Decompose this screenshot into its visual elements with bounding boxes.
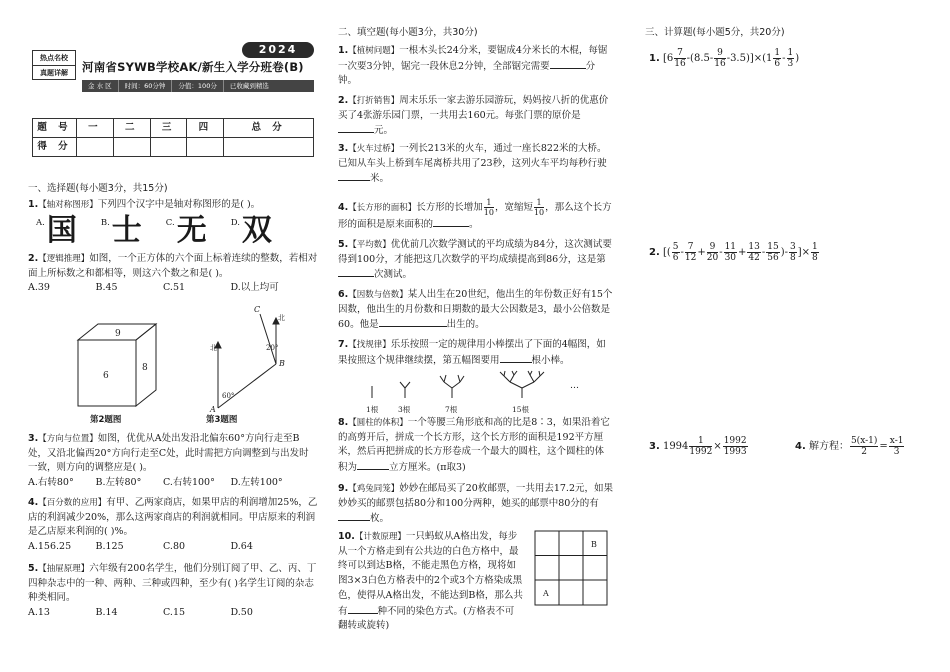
fraction-denominator: 30 [724, 253, 737, 263]
score-col-4: 四 [187, 119, 224, 138]
angle-b-label: 20° [266, 344, 279, 352]
fraction [534, 198, 544, 217]
north-label-b: 北 [278, 314, 285, 322]
answer-blank[interactable] [550, 59, 586, 69]
question-tail: 种不同的染色方式。(方格表不可翻转或旋转) [338, 605, 515, 632]
q4-options [28, 540, 318, 555]
question-number: 6. [338, 289, 349, 300]
fraction-numerator: 7 [685, 242, 696, 253]
question-tag: 【植树问题】 [348, 46, 400, 56]
question-text: 妙妙在邮局买了20枚邮票，一共用去17.2元，如果妙妙买的邮票包括80分和100分两种，她买的邮票中80分的有 [338, 483, 613, 509]
fraction-numerator: 11 [724, 242, 737, 252]
fraction-denominator: 8 [790, 253, 796, 263]
q5-options [28, 606, 318, 621]
expr-part: ) [795, 53, 800, 64]
question-tag: 【轴对称图形】 [38, 200, 98, 210]
question-tag: 【百分数的应用】 [38, 498, 107, 508]
question-tag: 【平均数】 [348, 240, 391, 250]
q1-options [28, 212, 318, 248]
operator: + [738, 247, 747, 258]
fraction-denominator: 42 [748, 253, 760, 263]
expr-part: - [782, 53, 786, 64]
fraction-numerator: 9 [714, 48, 725, 59]
score-col-3: 三 [150, 119, 187, 138]
fraction [773, 48, 781, 69]
fraction-numerator: 7 [674, 48, 685, 59]
question-text: 一列长213米的火车，通过一座长822米的大桥。已知从车头上桥到车尾离桥共用了23秒，这列火车平均每秒行驶 [338, 143, 607, 169]
info-time: 时间：60分钟 [119, 80, 173, 92]
s2-question-2 [338, 94, 613, 139]
option-c[interactable]: C.15 [163, 607, 186, 619]
question-number: 4. [338, 202, 349, 213]
path-b-to-c [260, 314, 279, 364]
question-text: 如图，优优从A处出发沿北偏东60°方向行走至B处，又沿北偏西20°方向行走至C处，此时需把方向调整到与出发时一致，则方向的调整应是( )。 [28, 433, 309, 474]
question-number: 3. [338, 143, 349, 154]
badge-bottom-text: 真题详解 [40, 69, 68, 77]
question-number: 8. [338, 417, 349, 428]
option-c[interactable]: C.80 [163, 541, 186, 553]
calc-problem-2 [649, 242, 820, 263]
fraction [850, 436, 878, 457]
cube-side-number: 8 [142, 363, 148, 373]
question-number: 4. [795, 441, 806, 452]
s2-question-7 [338, 338, 613, 368]
question-tail: 立方厘米。(π取3) [389, 462, 466, 474]
option-a[interactable]: A.39 [28, 282, 50, 294]
question-tag: 【鸡兔同笼】 [348, 484, 400, 494]
fraction-numerator: 3 [790, 242, 796, 252]
expr-part: [6 [662, 53, 674, 64]
option-d[interactable]: D.以上均可 [230, 282, 279, 294]
question-tag: 【火车过桥】 [348, 144, 400, 154]
fraction-denominator: 16 [714, 59, 726, 69]
figure3-caption: 第3题图 [206, 415, 238, 425]
north-label-a: 北 [210, 344, 217, 352]
question-text: 有甲、乙两家商店，如果甲店的利润增加25%，乙店的利润减少20%，那么这两家商店的利润就相同。甲店原来的利润是乙店原来利润的( )%。 [28, 497, 318, 538]
column-left [28, 0, 318, 672]
cube-figure [78, 324, 156, 406]
path-a-to-b [218, 364, 276, 408]
answer-blank[interactable] [338, 267, 374, 277]
question-text: 某人出生在20世纪，他出生的年份数正好有15个因数，他出生的月份数和日期数的最大公因数是3，最小公倍数是60。他是 [338, 289, 613, 331]
question-tail: 次测试。 [374, 269, 413, 281]
question-tag: 【长方形的面积】 [348, 203, 417, 213]
option-d[interactable]: D.左转100° [230, 477, 283, 489]
question-number: 2. [338, 95, 349, 106]
pattern4 [500, 371, 544, 398]
question-number: 9. [338, 483, 349, 494]
option-d[interactable]: D.64 [230, 541, 253, 553]
question-tag: 【方向与位置】 [38, 434, 98, 444]
score-cell[interactable] [77, 138, 114, 157]
option-label: C. [165, 217, 175, 228]
question-tag: 【逻辑推理】 [38, 254, 90, 264]
expr-part: -(8.5- [686, 53, 714, 64]
badge-top-text: 热点名校 [33, 51, 75, 66]
question-text: ，宽缩短 [494, 202, 533, 213]
fraction-denominator: 8 [812, 253, 818, 263]
score-table-header-label: 题 号 [33, 119, 77, 138]
question-tag: 【圆柱的体积】 [348, 418, 408, 428]
score-table [32, 118, 314, 157]
option-a[interactable]: A.右转80° [28, 477, 74, 489]
column-middle [338, 0, 613, 672]
fraction [889, 436, 905, 457]
fraction-numerator: 1 [812, 242, 818, 252]
question-tag: 【找规律】 [348, 340, 391, 350]
question-number: 4. [28, 497, 39, 508]
s2-question-6 [338, 288, 613, 333]
fraction [707, 242, 718, 263]
fraction [689, 436, 712, 457]
info-score: 分值：100分 [172, 80, 223, 92]
question-text: 一只蚂蚁从A格出发，每步从一个方格走到有公共边的白色方格中，最终可以到达B格，不能走黑色方格，现将如图3×3白色方格表中的2个或3个方格染成黑色，使得从A格出发，不能达到B格，那么共有 [338, 531, 523, 617]
option-char: 双 [241, 212, 272, 248]
question-tag: 【打折销售】 [348, 96, 400, 106]
fraction [714, 48, 725, 69]
option-char: 国 [46, 212, 77, 248]
question-text: 下列四个汉字中是轴对称图形的是( )。 [97, 199, 261, 210]
fraction-denominator: 2 [861, 447, 868, 457]
point-b-label: B [279, 359, 285, 368]
score-col-2: 二 [113, 119, 150, 138]
fraction-denominator: 10 [533, 208, 545, 217]
fraction [723, 436, 748, 457]
fraction-denominator: 1992 [689, 447, 713, 457]
s2-question-4 [338, 198, 613, 233]
grid-cell-b-label: B [591, 540, 597, 549]
answer-blank[interactable] [348, 604, 378, 614]
question-tail: 出生的。 [446, 319, 485, 331]
fraction-denominator: 16 [674, 59, 686, 69]
question-tag: 【因数与倍数】 [348, 290, 408, 300]
pattern2-label: 3根 [398, 405, 411, 414]
section2-title: 二、填空题(每小题3分，共30分) [338, 27, 478, 38]
fraction-numerator: 9 [707, 242, 718, 253]
calc-problem-4 [795, 436, 905, 457]
pattern3 [440, 375, 464, 398]
point-a-label: A [210, 405, 216, 414]
fraction-numerator: 1 [534, 198, 544, 208]
expr-part: -3.5)]×(1 [726, 53, 773, 64]
expr-part: ]× [797, 247, 811, 258]
fraction-numerator: 1 [689, 436, 712, 447]
option-b[interactable] [100, 212, 142, 248]
option-c[interactable]: C.右转100° [163, 477, 215, 489]
question-tag: 【计数原理】 [354, 532, 406, 542]
s1-question-1 [28, 198, 318, 247]
option-char: 士 [111, 212, 142, 248]
question-text: ，那么这个长方形的面积是原来面积的 [338, 202, 612, 230]
operator: - [761, 247, 766, 258]
year-badge: 2024 [242, 42, 314, 58]
s2-question-10 [338, 530, 523, 634]
hot-school-badge [32, 50, 76, 80]
expr-part: [( [662, 247, 671, 258]
question-text: 一根木头长24分米，要锯成4分米长的木棍，每锯一次要3分钟，锯完一段休息2分钟，全部锯完需要 [338, 45, 608, 72]
s2-question-3 [338, 142, 613, 187]
calc-problem-1 [649, 48, 799, 69]
operator: - [719, 247, 723, 258]
question-tail: 根小棒。 [531, 354, 570, 366]
question-number: 2. [28, 253, 39, 264]
score-cell[interactable] [150, 138, 187, 157]
question-number: 7. [338, 339, 349, 350]
grid-cell-a-label: A [543, 589, 549, 598]
answer-blank[interactable] [500, 353, 532, 363]
fraction [787, 48, 795, 69]
fraction-denominator: 20 [706, 253, 719, 263]
fraction-numerator: 15 [767, 242, 779, 252]
option-b[interactable]: B.45 [95, 282, 118, 294]
fraction [766, 242, 779, 263]
question-text: 如图，一个正方体的六个面上标着连续的整数，若相对面上所标数之和都相等，则这六个数之和是( )。 [28, 253, 318, 279]
option-char: 无 [176, 212, 207, 248]
fraction-numerator: x-1 [889, 436, 904, 446]
score-col-total: 总 分 [224, 119, 314, 138]
question-tail: 分钟。 [338, 60, 596, 87]
question-number: 3. [649, 441, 660, 452]
s2-question-5 [338, 238, 613, 283]
expr-part: )- [780, 247, 788, 258]
option-d[interactable] [230, 212, 272, 248]
option-a[interactable]: A.13 [28, 607, 50, 619]
fraction-numerator: 1 [787, 48, 794, 58]
score-col-1: 一 [77, 119, 114, 138]
option-a[interactable]: A.156.25 [28, 541, 72, 553]
fraction-numerator: 1 [484, 198, 494, 208]
s2-question-8 [338, 416, 613, 476]
fraction-numerator: 13 [748, 242, 760, 252]
question-tail: 。 [469, 219, 479, 230]
question-text: 优优前几次数学测试的平均成绩为84分，这次测试要得到100分，才能把这几次数学的平均成绩提高到86分，这是第 [338, 239, 612, 265]
expr-part: 解方程： [808, 441, 849, 452]
cube-top-number: 9 [115, 329, 121, 339]
pattern1-label: 1根 [366, 405, 379, 414]
answer-blank[interactable] [433, 217, 469, 227]
fraction-numerator: 5(x-1) [850, 436, 878, 446]
option-c[interactable]: C.51 [163, 282, 186, 294]
option-d[interactable]: D.50 [230, 607, 253, 619]
s1-question-5 [28, 562, 318, 621]
fraction [685, 242, 696, 263]
question-number: 10. [338, 531, 355, 542]
answer-blank[interactable] [379, 317, 447, 327]
exam-info-bar [82, 80, 314, 92]
fraction-denominator: 6 [672, 253, 679, 263]
exam-title: 河南省SYWB学校AK/新生入学分班卷(B) [82, 60, 304, 74]
question-tail: 元。 [374, 125, 394, 137]
question-text: 周末乐乐一家去游乐园游玩，妈妈按八折的优惠价买了4张游乐园门票，一共用去160元。每张门票的原价是 [338, 95, 609, 121]
s1-question-4 [28, 496, 318, 555]
pattern2 [400, 382, 410, 398]
answer-blank[interactable] [357, 460, 389, 470]
s1-question-3 [28, 432, 318, 491]
fraction [674, 48, 685, 69]
fraction [789, 242, 797, 263]
stick-pattern-figure [360, 370, 610, 416]
info-collected: 已收藏到精选 [229, 82, 269, 90]
fraction-denominator: 3 [893, 447, 900, 457]
option-b[interactable]: B.14 [95, 607, 118, 619]
s2-question-1 [338, 44, 613, 89]
answer-blank[interactable] [338, 171, 370, 181]
fraction-denominator: 10 [483, 208, 494, 217]
fraction-numerator: 1 [774, 48, 781, 58]
column-right [645, 0, 935, 672]
direction-figure [209, 305, 285, 414]
figures-area [68, 300, 308, 418]
question-number: 1. [338, 45, 349, 56]
section1-title: 一、选择题(每小题3分，共15分) [28, 183, 168, 194]
score-row-label: 得 分 [33, 138, 77, 157]
question-number: 3. [28, 433, 39, 444]
question-text: 乐乐按照一定的规律用小棒摆出了下面的4幅图，如果按照这个规律继续摆，第五幅图要用 [338, 339, 606, 366]
fraction-denominator: 3 [787, 59, 794, 69]
answer-blank[interactable] [338, 123, 374, 133]
question-text: 一个等腰三角形底和高的比是8∶3，如果沿着它的高剪开后，拼成一个长方形，这个长方形的面积是192平方厘米，然后再把拼成的长方形卷成一个最大的圆柱，这个圆柱的体积为 [338, 417, 610, 474]
option-b[interactable]: B.左转80° [95, 477, 142, 489]
option-b[interactable]: B.125 [95, 541, 124, 553]
info-district: 金 水 区 [82, 80, 119, 92]
fraction [484, 198, 494, 217]
option-c[interactable] [165, 212, 207, 248]
question-tail: 枚。 [370, 513, 390, 525]
exam-header [32, 44, 314, 96]
question-number: 5. [338, 239, 349, 250]
question-tail: 米。 [370, 173, 390, 185]
fraction-denominator: 1993 [723, 447, 747, 457]
score-cell[interactable] [113, 138, 150, 157]
fraction [672, 242, 680, 263]
angle-a-label: 60° [222, 392, 235, 400]
cube-front-number: 6 [103, 371, 109, 381]
fraction [747, 242, 760, 263]
s2-question-9 [338, 482, 613, 527]
option-a[interactable] [36, 212, 77, 248]
calc-problem-3 [649, 436, 749, 457]
operator: = [879, 441, 888, 452]
fraction-denominator: 6 [774, 59, 781, 69]
pattern-dots: … [570, 381, 579, 391]
fraction-denominator: 56 [767, 253, 779, 263]
fraction [811, 242, 819, 263]
score-cell[interactable] [187, 138, 224, 157]
question-number: 5. [28, 563, 39, 574]
s1-question-2 [28, 252, 318, 296]
q3-options [28, 476, 318, 491]
operator: + [697, 247, 706, 258]
question-number: 2. [649, 247, 660, 258]
figure2-caption: 第2题图 [90, 415, 122, 425]
question-text: 长方形的长增加 [416, 202, 483, 213]
q2-options [28, 281, 318, 296]
question-number: 1. [649, 53, 660, 64]
operator: × [713, 441, 722, 452]
question-text: 六年级有200名学生，他们分别订阅了甲、乙、丙、丁四种杂志中的一种、两种、三种或四种，至少有( )名学生订阅的杂志种类相同。 [28, 563, 317, 604]
option-label: A. [36, 217, 45, 228]
score-cell[interactable] [224, 138, 314, 157]
fraction-denominator: 12 [684, 253, 697, 263]
fraction-numerator: 5 [672, 242, 679, 252]
fraction [724, 242, 737, 263]
expr-part: 1994 [662, 441, 689, 452]
point-c-label: C [254, 305, 261, 314]
section3-title: 三、计算题(每小题5分，共20分) [645, 27, 785, 38]
pattern3-label: 7根 [445, 405, 458, 414]
pattern4-label: 15根 [512, 405, 530, 414]
option-label: B. [100, 217, 110, 228]
grid-3x3-figure [534, 530, 608, 606]
operator: - [680, 247, 684, 258]
answer-blank[interactable] [338, 511, 370, 521]
question-number: 1. [28, 199, 39, 210]
question-tag: 【抽屉原理】 [38, 564, 90, 574]
option-label: D. [230, 217, 240, 228]
fraction-numerator: 1992 [723, 436, 747, 446]
